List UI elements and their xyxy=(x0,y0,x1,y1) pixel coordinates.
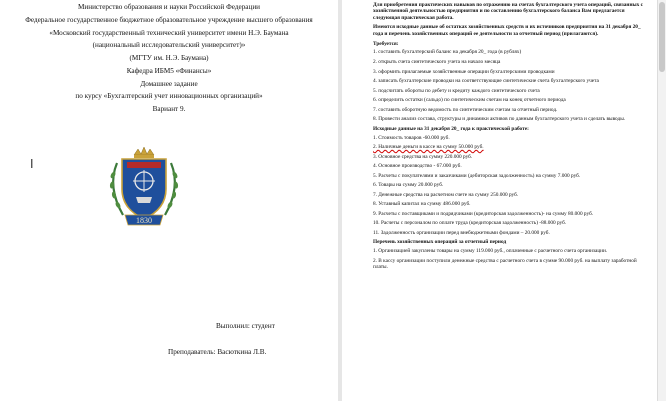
university-status-line: (национальный исследовательский университет)» xyxy=(92,41,246,50)
operation-item: 2. В кассу организации поступили денежные средства с расчетного счета в сумме 90.000 руб. на выплату заработной платы. xyxy=(373,257,637,271)
required-heading: Требуется: xyxy=(373,40,399,47)
assignment-given: Имеются исходные данные об остатках хозяйственных средств и их источников предприятия на 31 декабря 20_ года и перечень хозяйственных операций ее деятельности за отчетный период (прилагаются). xyxy=(373,24,641,37)
initial-data-list xyxy=(373,135,645,237)
initial-data-item: 3. Основное средства на сумму 220.000 руб. xyxy=(373,153,473,160)
shield-icon xyxy=(122,159,166,219)
course-line: по курсу «Бухгалтерский учет инновационных организаций» xyxy=(75,92,263,101)
task-item: 5. подсчитать обороты по дебету и кредиту каждого синтетического счета xyxy=(373,87,540,94)
ministry-line: Министерство образования и науки Российской Федерации xyxy=(77,3,261,11)
completed-by: Выполнил: студент xyxy=(216,322,275,330)
initial-data-item: 10. Расчеты с персоналом по оплате труда (кредиторская задолженность) -88.000 руб. xyxy=(373,220,567,227)
work-type-line: Домашнее задание xyxy=(140,79,198,88)
initial-data-item: 8. Уставный капитал на сумму 486.000 руб. xyxy=(373,201,471,208)
task-item: 1. составить бухгалтерский баланс на декабря 20_ года (в рублях) xyxy=(373,49,522,56)
initial-data-item: 2. Наличные деньги в кассе на сумму 50.000 руб. xyxy=(373,144,484,151)
year-ribbon xyxy=(125,215,163,225)
assignment-content xyxy=(373,2,645,274)
initial-data-item: 6. Товары на сумму 20.000 руб. xyxy=(373,182,444,189)
institution-type-line: Федеральное государственное бюджетное образовательное учреждение высшего образования xyxy=(25,15,313,24)
task-item: 2. открыть счета синтетического учета на начало месяца xyxy=(373,58,501,65)
initial-data-item: 1. Стоимость товаров -60.000 руб. xyxy=(373,134,450,141)
university-abbrev-line: (МГТУ им. Н.Э. Баумана) xyxy=(129,54,209,63)
scrollbar-thumb[interactable] xyxy=(659,2,665,72)
task-item: 4. записать бухгалтерские проводки на соответствующие синтетические счета бухгалтерского учета xyxy=(373,78,599,85)
university-name-line: «Московский государственный технический университет имени Н.Э. Баумана xyxy=(49,28,289,37)
department-line: Кафедра ИБМ5 «Финансы» xyxy=(126,66,212,75)
task-item: 6. определить остатки (сальдо) по синтетическим счетам на конец отчетного периода xyxy=(373,97,566,104)
assignment-intro: Для приобретения практических навыков по отражению на счетах бухгалтерского учета операций, связанных с хозяйственной деятельностью предприятия и по составлению бухгалтерского баланса Вам предлагается следующая практическая работа. xyxy=(373,2,643,21)
vertical-scrollbar[interactable] xyxy=(657,0,666,401)
university-emblem xyxy=(103,145,185,230)
initial-data-item: 7. Денежные средства на расчетном счете на сумму 250.000 руб. xyxy=(373,191,519,198)
operations-heading: Перечень хозяйственных операций за отчетный период xyxy=(373,239,507,246)
assignment-page xyxy=(342,0,657,401)
task-item: 8. Провести анализ состава, структуры и динамики активов по данным бухгалтерского учета и сделать выводы. xyxy=(373,116,626,123)
crown-icon xyxy=(134,147,154,158)
emblem-year: 1830 xyxy=(136,216,152,225)
task-item: 3. оформить прилагаемые хозяйственные операции бухгалтерскими проводками xyxy=(373,68,555,75)
initial-data-heading: Исходные данные на 31 декабря 20_ года к практической работе: xyxy=(373,125,529,132)
text-cursor-icon: I xyxy=(30,157,34,171)
title-header xyxy=(10,3,328,118)
initial-data-item: 9. Расчеты с поставщиками и подрядчиками (кредиторская задолженность)- на сумму 80.000 руб. xyxy=(373,210,594,217)
tasks-list xyxy=(373,49,645,122)
operation-item: 1. Организацией закуплены товары на сумму 119.000 руб., оплаченные с расчетного счета организации. xyxy=(373,248,608,255)
operations-list xyxy=(373,248,645,270)
teacher-name: Преподаватель: Васюткина Л.В. xyxy=(168,348,267,356)
initial-data-item: 11. Задолженность организации перед внебюджетными фондами – 20.000 руб. xyxy=(373,229,550,236)
initial-data-item: 4. Основное производство - 67.000 руб. xyxy=(373,163,462,170)
variant-line: Вариант 9. xyxy=(152,105,186,114)
initial-data-item: 5. Расчеты с покупателями и заказчиками (дебиторская задолженность) на сумму 7.000 руб. xyxy=(373,172,581,179)
task-item: 7. составить оборотную ведомость по синтетическим счетам за отчетный период. xyxy=(373,106,558,113)
